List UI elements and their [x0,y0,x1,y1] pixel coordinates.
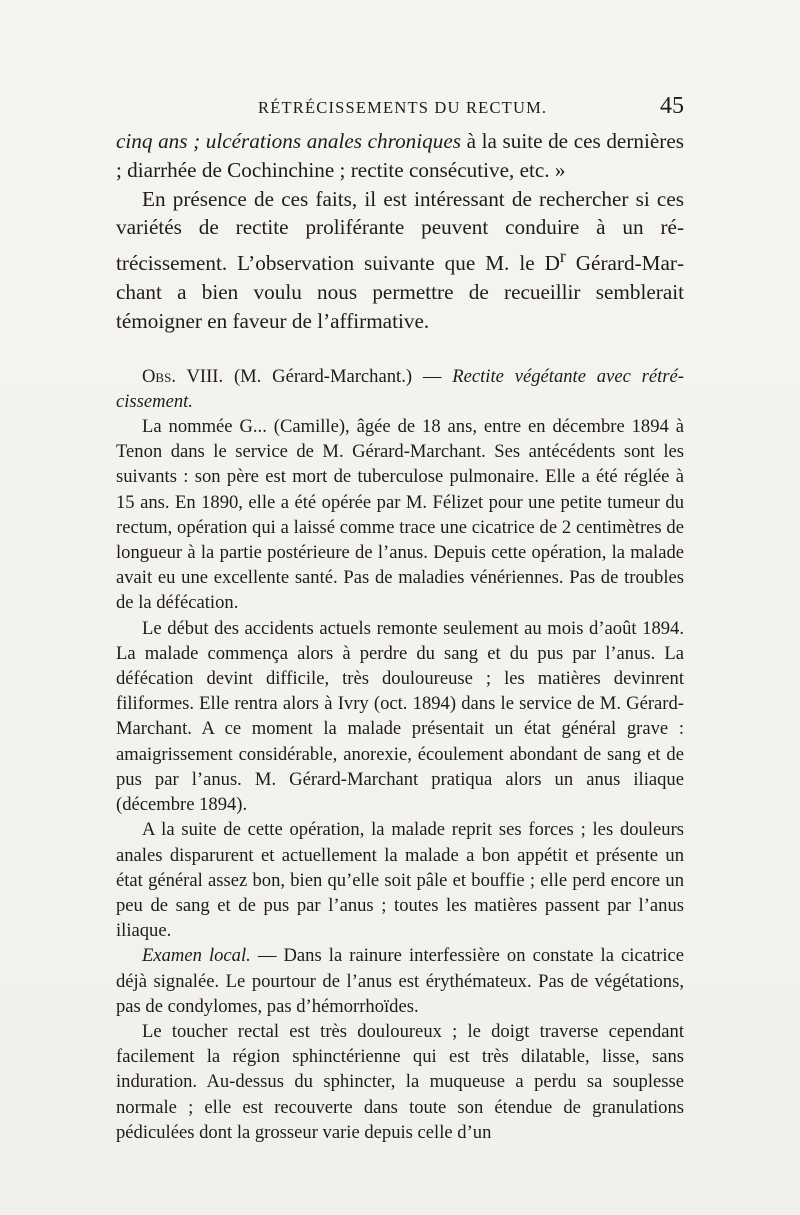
text-run: La nommée G... (Camille), âgée de 18 ans, entre en décembre 1894 à Tenon dans le service de M. Gérard-Marchant. Ses antécédents sont les suivants : son père est mort de tuberculose pulmonaire. Elle a été réglée à 15 ans. En 1890, elle a été opérée par M. Félizet pour une petite tumeur du rectum, opération qui a laissé comme trace une cicatrice de 2 centimètres de longueur à la partie postérieure de l’anus. Depuis cette opération, la malade avait eu une excellente santé. Pas de maladies vénériennes. Pas de troubles de la défécation. [116,416,684,614]
obs-paragraph-3 [116,817,684,943]
obs-paragraph-5 [116,1019,684,1145]
text-run: — Dans la rainure interfessière on constate la cicatrice déjà signalée. Le pourtour de l’anus est érythémateux. Pas de végétations, pas de condylomes, pas d’hémorrhoïdes. [116,945,684,1017]
text-run: à la suite de ces dernières ; diarrhée de Cochinchine ; rectite consécutive, etc. » [116,129,684,182]
obs-paragraph-4 [116,943,684,1019]
running-header [116,93,684,124]
text-run: Gérard-Marchant a bien voulu nous permettre de recueillir semblerait témoigner en faveur de l’affirmative. [116,251,684,333]
paragraph-presence [116,185,684,336]
text-run: En présence de ces faits, il est intéressant de rechercher si ces variétés de rectite proliférante peuvent conduire à un rétrécissement. L’observation suivante que M. le D [116,186,684,276]
text-run: Le toucher rectal est très douloureux ; le doigt traverse cependant facilement la région sphinctérienne qui est très dilatable, lisse, sans induration. Au-dessus du sphincter, la muqueuse a perdu sa souplesse normale ; elle est recouverte dans toute son étendue de granulations pédiculées dont la grosseur varie depuis celle d’un [116,1020,684,1143]
paragraph-intro-end [116,127,684,185]
obs-heading-title: Rectite végétante avec rétrécissement. [116,365,684,412]
obs-paragraph-2 [116,616,684,818]
page-number: 45 [660,93,684,119]
text-run: A la suite de cette opération, la malade reprit ses forces ; les douleurs anales disparurent et actuellement la malade a bon appétit et présente un état général assez bon, bien qu’elle soit pâle et bouffie ; elle perd encore un peu de sang et de pus par l’anus ; toutes les matières passent par l’anus iliaque. [116,819,684,942]
obs-label: Obs. [142,365,176,387]
obs-paragraph-1 [116,414,684,616]
observation-block [116,364,684,1145]
text-italic: Examen local. [142,945,251,967]
superscript-r: r [559,246,566,267]
text-run: Le début des accidents actuels remonte seulement au mois d’août 1894. La malade commença alors à perdre du sang et du pus par l’anus. La défécation devint difficile, très douloureuse ; les matières devinrent filiformes. Elle rentra alors à Ivry (oct. 1894) dans le service de M. Gérard-Marchant. A ce moment la malade présentait un état général grave : amaigrissement considérable, anorexie, écoulement abondant de sang et de pus par l’anus. M. Gérard-Marchant pratiqua alors un anus iliaque (décembre 1894). [116,617,684,816]
running-title: RÉTRÉCISSEMENTS DU RECTUM. [258,98,548,117]
main-text [116,127,684,1145]
obs-heading-text: VIII. (M. Gérard-Marchant.) — [175,365,453,387]
observation-heading [116,364,684,414]
text-italic: cinq ans ; ulcérations anales chroniques [116,129,461,153]
